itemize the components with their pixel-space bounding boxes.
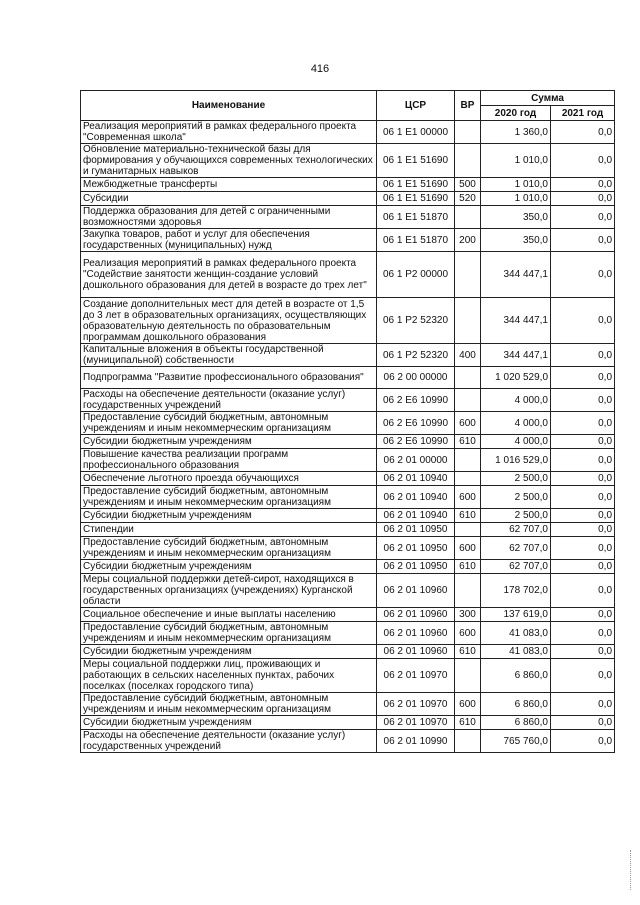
row-vr-cell (455, 730, 481, 753)
row-sum-2020-cell: 178 702,0 (481, 574, 551, 608)
table-row (81, 192, 615, 206)
row-sum-2021-cell: 0,0 (551, 560, 615, 574)
row-sum-2020-cell: 350,0 (481, 229, 551, 252)
row-name-cell: Стипендии (81, 523, 377, 537)
row-sum-2021-cell: 0,0 (551, 192, 615, 206)
row-name-cell: Поддержка образования для детей с ограниченными возможностями здоровья (81, 206, 377, 229)
row-name-cell: Реализация мероприятий в рамках федерального проекта "Содействие занятости женщин-создание условий дошкольного образования для детей в возрасте до трех лет" (81, 252, 377, 298)
row-vr-cell: 600 (455, 622, 481, 645)
row-name-cell: Субсидии бюджетным учреждениям (81, 435, 377, 449)
row-name-cell: Субсидии (81, 192, 377, 206)
row-name-cell: Повышение качества реализации программ профессионального образования (81, 449, 377, 472)
row-sum-2021-cell: 0,0 (551, 178, 615, 192)
row-csr-cell: 06 1 Е1 51870 (377, 206, 455, 229)
row-sum-2021-cell: 0,0 (551, 121, 615, 144)
row-sum-2020-cell: 344 447,1 (481, 252, 551, 298)
row-name-cell: Меры социальной поддержки детей-сирот, находящихся в государственных организациях (учреждениях) Курганской области (81, 574, 377, 608)
row-sum-2021-cell: 0,0 (551, 486, 615, 509)
row-vr-cell: 600 (455, 412, 481, 435)
header-csr: ЦСР (377, 91, 455, 121)
row-sum-2021-cell: 0,0 (551, 645, 615, 659)
row-vr-cell (455, 121, 481, 144)
header-year-2021: 2021 год (551, 106, 615, 121)
table-row (81, 298, 615, 344)
row-name-cell: Обновление материально-технической базы для формирования у обучающихся современных технологических и гуманитарных навыков (81, 144, 377, 178)
row-sum-2021-cell: 0,0 (551, 608, 615, 622)
row-name-cell: Капитальные вложения в объекты государственной (муниципальной) собственности (81, 344, 377, 367)
row-sum-2020-cell: 6 860,0 (481, 693, 551, 716)
row-name-cell: Межбюджетные трансферты (81, 178, 377, 192)
row-vr-cell: 610 (455, 716, 481, 730)
row-sum-2021-cell: 0,0 (551, 367, 615, 389)
row-csr-cell: 06 1 Р2 52320 (377, 344, 455, 367)
row-csr-cell: 06 2 01 10940 (377, 486, 455, 509)
row-csr-cell: 06 2 01 10940 (377, 509, 455, 523)
row-csr-cell: 06 1 Е1 51690 (377, 178, 455, 192)
row-sum-2020-cell: 1 360,0 (481, 121, 551, 144)
table-row (81, 412, 615, 435)
row-sum-2020-cell: 350,0 (481, 206, 551, 229)
row-sum-2020-cell: 4 000,0 (481, 412, 551, 435)
row-sum-2021-cell: 0,0 (551, 412, 615, 435)
row-sum-2020-cell: 4 000,0 (481, 435, 551, 449)
table-row (81, 608, 615, 622)
table-row (81, 486, 615, 509)
row-csr-cell: 06 2 Е6 10990 (377, 412, 455, 435)
table-row (81, 523, 615, 537)
row-sum-2021-cell: 0,0 (551, 389, 615, 412)
row-sum-2020-cell: 6 860,0 (481, 659, 551, 693)
row-name-cell: Субсидии бюджетным учреждениям (81, 509, 377, 523)
row-csr-cell: 06 1 Е1 51690 (377, 192, 455, 206)
table-row (81, 435, 615, 449)
row-vr-cell: 400 (455, 344, 481, 367)
row-csr-cell: 06 2 01 10960 (377, 622, 455, 645)
row-csr-cell: 06 1 Е1 51870 (377, 229, 455, 252)
row-vr-cell (455, 389, 481, 412)
table-row (81, 178, 615, 192)
row-sum-2020-cell: 62 707,0 (481, 537, 551, 560)
row-name-cell: Предоставление субсидий бюджетным, автономным учреждениям и иным некоммерческим организациям (81, 486, 377, 509)
row-sum-2021-cell: 0,0 (551, 229, 615, 252)
row-csr-cell: 06 2 01 10970 (377, 659, 455, 693)
row-name-cell: Предоставление субсидий бюджетным, автономным учреждениям и иным некоммерческим организациям (81, 693, 377, 716)
row-sum-2020-cell: 1 010,0 (481, 178, 551, 192)
table-row (81, 730, 615, 753)
row-vr-cell (455, 574, 481, 608)
table-row (81, 252, 615, 298)
row-sum-2021-cell: 0,0 (551, 435, 615, 449)
row-name-cell: Меры социальной поддержки лиц, проживающих и работающих в сельских населенных пунктах, рабочих поселках (поселках городского типа) (81, 659, 377, 693)
row-csr-cell: 06 2 Е6 10990 (377, 389, 455, 412)
row-name-cell: Предоставление субсидий бюджетным, автономным учреждениям и иным некоммерческим организациям (81, 622, 377, 645)
row-csr-cell: 06 2 01 00000 (377, 449, 455, 472)
table-row (81, 574, 615, 608)
row-sum-2021-cell: 0,0 (551, 730, 615, 753)
row-sum-2020-cell: 344 447,1 (481, 344, 551, 367)
row-sum-2021-cell: 0,0 (551, 206, 615, 229)
scan-edge-mark (630, 850, 633, 890)
row-vr-cell: 610 (455, 645, 481, 659)
row-csr-cell: 06 2 01 10970 (377, 693, 455, 716)
header-sum: Сумма (481, 91, 615, 106)
row-sum-2020-cell: 2 500,0 (481, 509, 551, 523)
row-sum-2020-cell: 1 010,0 (481, 192, 551, 206)
row-sum-2021-cell: 0,0 (551, 144, 615, 178)
row-name-cell: Социальное обеспечение и иные выплаты населению (81, 608, 377, 622)
row-sum-2021-cell: 0,0 (551, 659, 615, 693)
row-name-cell: Расходы на обеспечение деятельности (оказание услуг) государственных учреждений (81, 389, 377, 412)
row-csr-cell: 06 1 Р2 00000 (377, 252, 455, 298)
row-csr-cell: 06 1 Е1 51690 (377, 144, 455, 178)
table-row (81, 449, 615, 472)
header-vr: ВР (455, 91, 481, 121)
row-vr-cell: 200 (455, 229, 481, 252)
row-vr-cell (455, 252, 481, 298)
row-vr-cell: 600 (455, 486, 481, 509)
row-csr-cell: 06 1 Е1 00000 (377, 121, 455, 144)
row-csr-cell: 06 2 01 10950 (377, 537, 455, 560)
row-sum-2020-cell: 62 707,0 (481, 560, 551, 574)
row-sum-2021-cell: 0,0 (551, 449, 615, 472)
row-csr-cell: 06 2 01 10960 (377, 645, 455, 659)
row-vr-cell (455, 206, 481, 229)
table-row (81, 229, 615, 252)
table-body (81, 121, 615, 753)
row-vr-cell (455, 298, 481, 344)
row-csr-cell: 06 2 01 10960 (377, 608, 455, 622)
row-sum-2020-cell: 765 760,0 (481, 730, 551, 753)
row-csr-cell: 06 2 01 10990 (377, 730, 455, 753)
row-name-cell: Обеспечение льготного проезда обучающихся (81, 472, 377, 486)
row-sum-2021-cell: 0,0 (551, 622, 615, 645)
table-row (81, 537, 615, 560)
row-vr-cell: 500 (455, 178, 481, 192)
table-row (81, 716, 615, 730)
row-vr-cell: 300 (455, 608, 481, 622)
row-vr-cell: 610 (455, 435, 481, 449)
row-sum-2020-cell: 6 860,0 (481, 716, 551, 730)
table-row (81, 144, 615, 178)
table-row (81, 389, 615, 412)
row-name-cell: Субсидии бюджетным учреждениям (81, 716, 377, 730)
row-name-cell: Создание дополнительных мест для детей в возрасте от 1,5 до 3 лет в образовательных организациях, осуществляющих образовательную деятельность по образовательным программам дошкольного образования (81, 298, 377, 344)
row-sum-2020-cell: 41 083,0 (481, 622, 551, 645)
header-year-2020: 2020 год (481, 106, 551, 121)
row-vr-cell (455, 449, 481, 472)
page-number: 416 (310, 63, 330, 75)
row-sum-2020-cell: 1 016 529,0 (481, 449, 551, 472)
table-row (81, 206, 615, 229)
row-name-cell: Закупка товаров, работ и услуг для обеспечения государственных (муниципальных) нужд (81, 229, 377, 252)
row-vr-cell (455, 472, 481, 486)
table-header (81, 91, 615, 121)
row-csr-cell: 06 2 Е6 10990 (377, 435, 455, 449)
row-sum-2020-cell: 62 707,0 (481, 523, 551, 537)
row-csr-cell: 06 2 01 10950 (377, 523, 455, 537)
row-name-cell: Субсидии бюджетным учреждениям (81, 560, 377, 574)
row-sum-2021-cell: 0,0 (551, 537, 615, 560)
row-vr-cell: 600 (455, 693, 481, 716)
row-sum-2021-cell: 0,0 (551, 523, 615, 537)
row-vr-cell (455, 367, 481, 389)
table-row (81, 121, 615, 144)
row-sum-2021-cell: 0,0 (551, 472, 615, 486)
row-sum-2021-cell: 0,0 (551, 716, 615, 730)
row-sum-2021-cell: 0,0 (551, 252, 615, 298)
row-name-cell: Реализация мероприятий в рамках федерального проекта "Современная школа" (81, 121, 377, 144)
row-name-cell: Субсидии бюджетным учреждениям (81, 645, 377, 659)
table-row (81, 560, 615, 574)
row-sum-2021-cell: 0,0 (551, 344, 615, 367)
row-vr-cell: 520 (455, 192, 481, 206)
table-row (81, 472, 615, 486)
row-sum-2020-cell: 1 010,0 (481, 144, 551, 178)
row-sum-2021-cell: 0,0 (551, 509, 615, 523)
row-sum-2021-cell: 0,0 (551, 298, 615, 344)
row-sum-2020-cell: 344 447,1 (481, 298, 551, 344)
row-sum-2020-cell: 41 083,0 (481, 645, 551, 659)
row-csr-cell: 06 1 Р2 52320 (377, 298, 455, 344)
table-row (81, 344, 615, 367)
table-row (81, 645, 615, 659)
table-row (81, 659, 615, 693)
row-csr-cell: 06 2 01 10950 (377, 560, 455, 574)
row-name-cell: Подпрограмма "Развитие профессионального образования" (81, 367, 377, 389)
row-name-cell: Предоставление субсидий бюджетным, автономным учреждениям и иным некоммерческим организациям (81, 537, 377, 560)
row-sum-2020-cell: 4 000,0 (481, 389, 551, 412)
row-sum-2020-cell: 2 500,0 (481, 472, 551, 486)
row-vr-cell: 610 (455, 509, 481, 523)
row-vr-cell: 600 (455, 537, 481, 560)
row-sum-2020-cell: 137 619,0 (481, 608, 551, 622)
table-row (81, 509, 615, 523)
row-csr-cell: 06 2 01 10940 (377, 472, 455, 486)
header-name: Наименование (81, 91, 377, 121)
row-vr-cell (455, 659, 481, 693)
row-csr-cell: 06 2 01 10970 (377, 716, 455, 730)
row-sum-2021-cell: 0,0 (551, 693, 615, 716)
row-sum-2020-cell: 2 500,0 (481, 486, 551, 509)
row-csr-cell: 06 2 01 10960 (377, 574, 455, 608)
table-row (81, 622, 615, 645)
row-csr-cell: 06 2 00 00000 (377, 367, 455, 389)
row-name-cell: Расходы на обеспечение деятельности (оказание услуг) государственных учреждений (81, 730, 377, 753)
row-sum-2020-cell: 1 020 529,0 (481, 367, 551, 389)
row-name-cell: Предоставление субсидий бюджетным, автономным учреждениям и иным некоммерческим организациям (81, 412, 377, 435)
row-vr-cell: 610 (455, 560, 481, 574)
row-sum-2021-cell: 0,0 (551, 574, 615, 608)
table-row (81, 693, 615, 716)
budget-table (80, 90, 615, 753)
row-vr-cell (455, 523, 481, 537)
row-vr-cell (455, 144, 481, 178)
table-row (81, 367, 615, 389)
